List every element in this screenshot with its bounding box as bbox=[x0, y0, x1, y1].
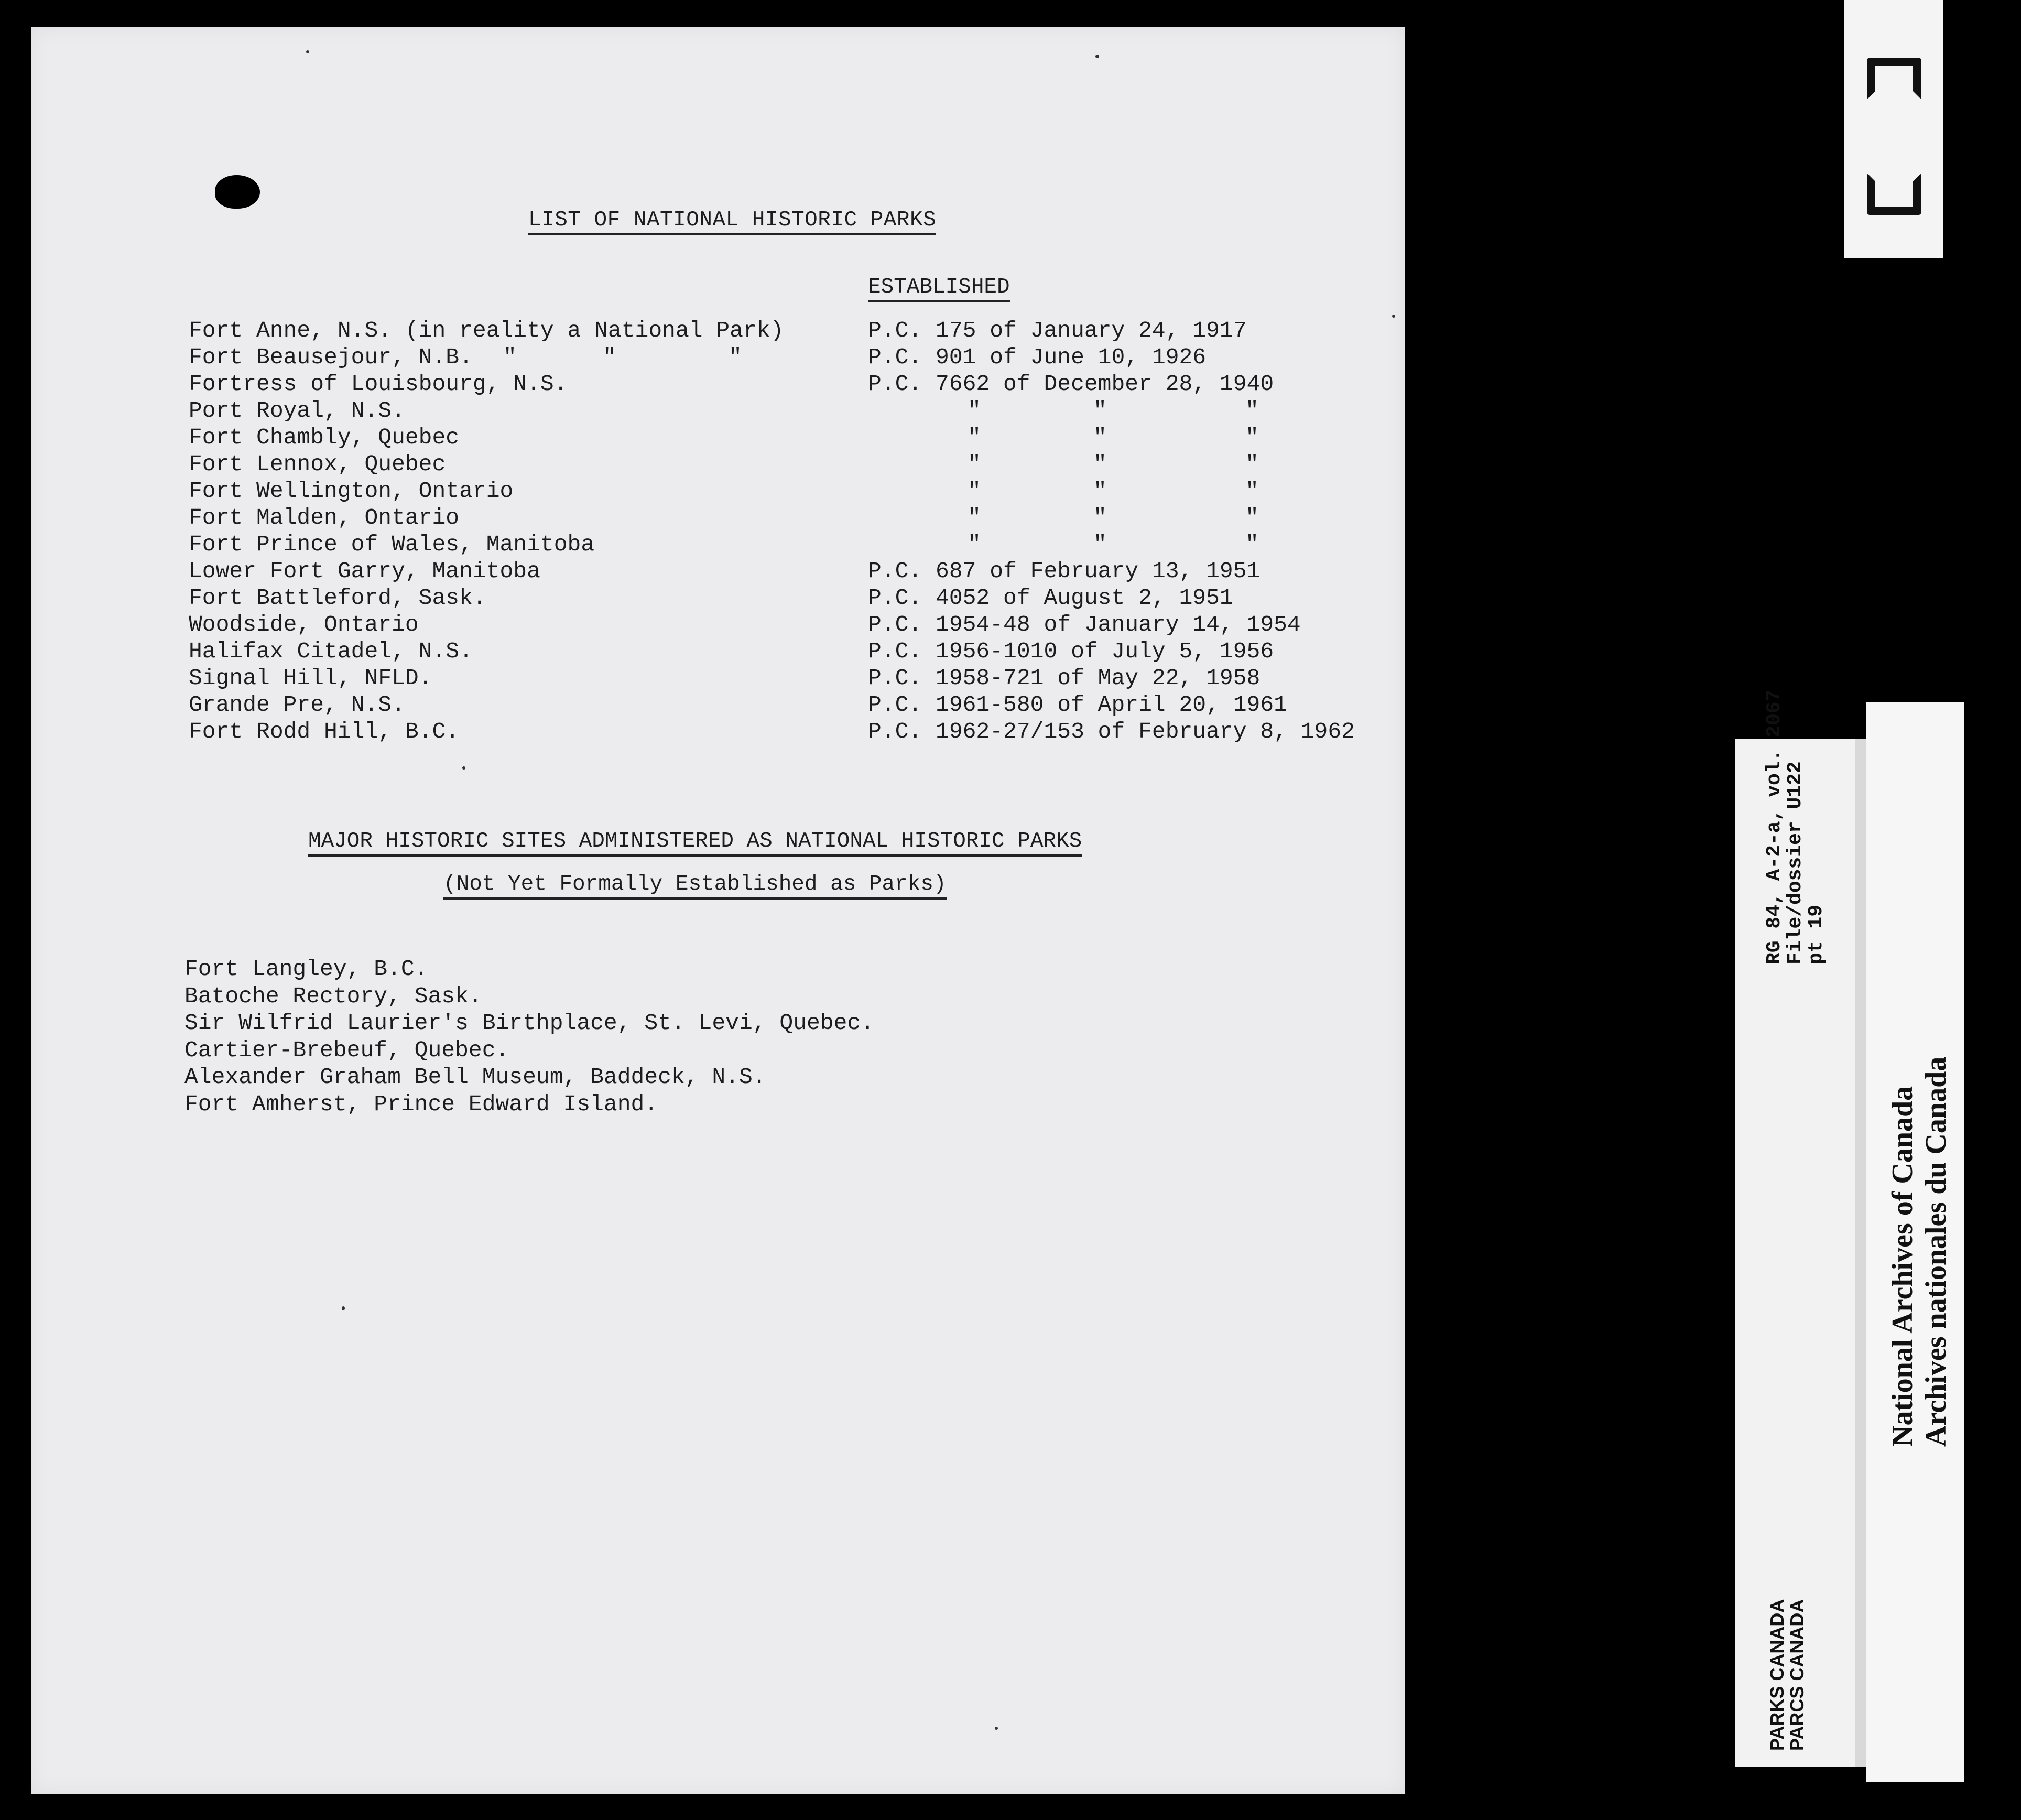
ditto-mark: " bbox=[968, 398, 981, 424]
ditto-mark: " bbox=[1245, 505, 1259, 530]
institution-line: Archives nationales du Canada bbox=[1920, 1056, 1952, 1447]
reference-line: RG 84, A-2-a, vol. 2067 bbox=[1763, 689, 1786, 965]
park-established: P.C. 1962-27/153 of February 8, 1962 bbox=[868, 719, 1355, 744]
park-name: Fort Malden, Ontario bbox=[189, 505, 460, 530]
institution-tag bbox=[1866, 702, 1964, 1782]
ditto-mark: " bbox=[968, 478, 981, 504]
park-name: Fort Wellington, Ontario bbox=[189, 478, 514, 504]
site-item: Fort Amherst, Prince Edward Island. bbox=[184, 1091, 658, 1117]
ditto-mark: " bbox=[1245, 398, 1259, 424]
park-row bbox=[189, 505, 1384, 532]
park-name: Grande Pre, N.S. bbox=[189, 692, 405, 718]
park-name: Port Royal, N.S. bbox=[189, 398, 405, 424]
park-name: Fort Beausejour, N.B. bbox=[189, 344, 473, 370]
park-row bbox=[189, 318, 1384, 344]
park-row bbox=[189, 451, 1384, 478]
reference-line: File/dossier U122 bbox=[1784, 761, 1807, 965]
section-subtitle: (Not Yet Formally Established as Parks) bbox=[443, 872, 947, 900]
park-name: Lower Fort Garry, Manitoba bbox=[189, 558, 540, 584]
park-row bbox=[189, 478, 1384, 505]
punch-hole bbox=[215, 175, 260, 209]
park-established: P.C. 4052 of August 2, 1951 bbox=[868, 585, 1233, 611]
institution-line: National Archives of Canada bbox=[1886, 1086, 1919, 1447]
park-row bbox=[189, 558, 1384, 585]
paper-speck bbox=[995, 1727, 998, 1730]
park-name: Fort Chambly, Quebec bbox=[189, 425, 460, 450]
park-row bbox=[189, 692, 1384, 719]
ditto-mark: " bbox=[968, 425, 981, 450]
park-row bbox=[189, 425, 1384, 451]
park-established: P.C. 7662 of December 28, 1940 bbox=[868, 371, 1274, 397]
section-title: MAJOR HISTORIC SITES ADMINISTERED AS NATIONAL HISTORIC PARKS bbox=[308, 829, 1082, 857]
ditto-mark: " bbox=[1245, 425, 1259, 450]
site-item: Cartier-Brebeuf, Quebec. bbox=[184, 1037, 509, 1063]
ditto-mark: " bbox=[968, 451, 981, 477]
paper-speck bbox=[1392, 315, 1395, 318]
paper-speck bbox=[462, 766, 465, 770]
site-item: Sir Wilfrid Laurier's Birthplace, St. Levi, Quebec. bbox=[184, 1010, 875, 1036]
paper-speck bbox=[306, 50, 309, 53]
frame-marker bbox=[1867, 173, 1921, 215]
institution-name bbox=[1886, 1057, 1953, 1447]
park-row bbox=[189, 585, 1384, 612]
park-name: Signal Hill, NFLD. bbox=[189, 665, 432, 691]
park-established: P.C. 175 of January 24, 1917 bbox=[868, 318, 1247, 343]
park-name: Fortress of Louisbourg, N.S. bbox=[189, 371, 568, 397]
ditto-mark: " bbox=[1093, 398, 1107, 424]
ditto-mark: " bbox=[1093, 425, 1107, 450]
park-name: Fort Anne, N.S. (in reality a National Park) bbox=[189, 318, 784, 343]
park-established: P.C. 1956-1010 of July 5, 1956 bbox=[868, 638, 1274, 664]
park-row bbox=[189, 344, 1384, 371]
paper-speck bbox=[342, 1306, 345, 1310]
paper-speck bbox=[1095, 55, 1099, 58]
park-established: P.C. 1958-721 of May 22, 1958 bbox=[868, 665, 1261, 691]
ditto-mark: " bbox=[1093, 532, 1107, 557]
park-established: P.C. 687 of February 13, 1951 bbox=[868, 558, 1261, 584]
national-historic-parks-list bbox=[189, 318, 1384, 745]
park-row bbox=[189, 612, 1384, 638]
park-row bbox=[189, 665, 1384, 692]
ditto-mark: " bbox=[1245, 532, 1259, 557]
park-name: Halifax Citadel, N.S. bbox=[189, 638, 473, 664]
ditto-mark: " bbox=[1093, 505, 1107, 530]
park-established: P.C. 1961-580 of April 20, 1961 bbox=[868, 692, 1287, 718]
label-line: PARCS CANADA bbox=[1786, 1599, 1808, 1751]
ditto-mark: " bbox=[729, 344, 742, 370]
label-line: PARKS CANADA bbox=[1766, 1599, 1788, 1751]
park-name: Fort Battleford, Sask. bbox=[189, 585, 486, 611]
ditto-mark: " bbox=[603, 344, 616, 370]
established-column-header: ESTABLISHED bbox=[868, 275, 1010, 302]
park-row bbox=[189, 532, 1384, 558]
frame-marker bbox=[1867, 58, 1921, 100]
tag-divider bbox=[1855, 739, 1867, 1767]
document-title: LIST OF NATIONAL HISTORIC PARKS bbox=[528, 208, 936, 235]
park-name: Fort Prince of Wales, Manitoba bbox=[189, 532, 595, 557]
park-name: Woodside, Ontario bbox=[189, 612, 419, 637]
ditto-mark: " bbox=[1245, 478, 1259, 504]
park-name: Fort Lennox, Quebec bbox=[189, 451, 446, 477]
ditto-mark: " bbox=[1245, 451, 1259, 477]
archive-reference bbox=[1764, 690, 1827, 965]
park-row bbox=[189, 398, 1384, 425]
park-established: P.C. 1954-48 of January 14, 1954 bbox=[868, 612, 1301, 637]
site-item: Batoche Rectory, Sask. bbox=[184, 983, 482, 1009]
ditto-mark: " bbox=[968, 505, 981, 530]
ditto-mark: " bbox=[968, 532, 981, 557]
frame-marker-tag bbox=[1844, 0, 1943, 258]
historic-sites-list bbox=[184, 956, 874, 1118]
park-name: Fort Rodd Hill, B.C. bbox=[189, 719, 460, 744]
park-established: P.C. 901 of June 10, 1926 bbox=[868, 344, 1207, 370]
park-row bbox=[189, 371, 1384, 398]
reference-line: pt 19 bbox=[1805, 904, 1828, 965]
document-page bbox=[31, 27, 1405, 1794]
ditto-mark: " bbox=[503, 344, 517, 370]
ditto-mark: " bbox=[1093, 478, 1107, 504]
site-item: Alexander Graham Bell Museum, Baddeck, N.S. bbox=[184, 1064, 766, 1090]
park-row bbox=[189, 719, 1384, 745]
ditto-mark: " bbox=[1093, 451, 1107, 477]
parks-canada-label bbox=[1767, 1599, 1807, 1751]
site-item: Fort Langley, B.C. bbox=[184, 956, 428, 982]
archive-reference-tag bbox=[1735, 689, 1859, 1767]
park-row bbox=[189, 638, 1384, 665]
